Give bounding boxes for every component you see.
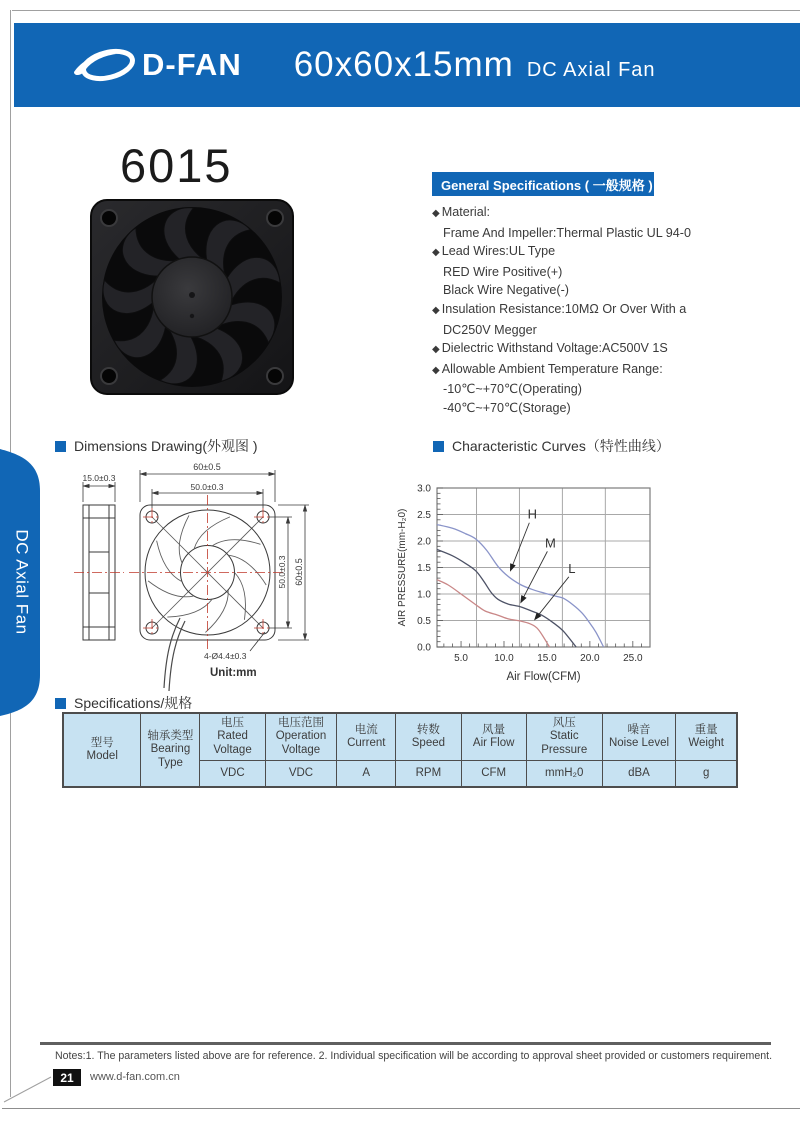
curve-label-m: M [544, 535, 556, 551]
spec-continuation-line: RED Wire Positive(+) [443, 264, 563, 279]
col-header-current: 电流 Current [337, 713, 396, 761]
dim-thickness: 15.0±0.3 [82, 473, 116, 483]
spec-continuation-line: -10℃~+70℃(Operating) [443, 382, 582, 397]
notes-text: Notes:1. The parameters listed above are for reference. 2. Individual specification will be according to approval sheet provided or customers requirement. [55, 1050, 773, 1062]
page-number-badge: 21 [53, 1069, 81, 1086]
dim-hole-pitch-h: 50.0±0.3 [190, 482, 224, 492]
diamond-bullet-icon: ◆ [432, 208, 440, 219]
col-header-bearing-type: 轴承类型 Bearing Type [141, 713, 200, 787]
col-header-weight: 重量 Weight [676, 713, 737, 761]
x-tick-label: 25.0 [623, 653, 643, 664]
spec-bullet-line: ◆ Allowable Ambient Temperature Range: [432, 361, 663, 376]
spec-bullet-line: ◆ Insulation Resistance:10MΩ Or Over With a [432, 301, 687, 316]
y-axis-label: AIR PRESSURE(mm-H₂0) [397, 508, 408, 627]
unit-header-rated-voltage: VDC [200, 761, 265, 788]
col-header-rated-voltage: 电压 Rated Voltage [200, 713, 265, 761]
dim-outer-width: 60±0.5 [193, 462, 221, 472]
y-tick-label: 2.5 [417, 510, 431, 521]
spec-continuation-line: -40℃~+70℃(Storage) [443, 400, 571, 415]
characteristic-curves-chart [393, 452, 723, 697]
diamond-bullet-icon: ◆ [432, 247, 440, 259]
specifications-table-wrap [62, 712, 738, 788]
diamond-bullet-icon: ◆ [432, 304, 440, 316]
curve-series-m [437, 550, 576, 648]
brand-logo [72, 42, 242, 88]
y-tick-label: 1.0 [417, 589, 431, 601]
unit-header-noise-level: dBA [602, 761, 676, 788]
header-banner [14, 23, 800, 107]
x-tick-label: 15.0 [537, 653, 557, 664]
col-header-operation-voltage: 电压范围 Operation Voltage [265, 713, 337, 761]
unit-header-speed: RPM [396, 761, 461, 788]
diamond-bullet-icon: ◆ [432, 364, 440, 376]
spec-continuation-line: Black Wire Negative(-) [443, 283, 569, 298]
brand-name: D-FAN [142, 47, 242, 82]
notes-divider [40, 1042, 771, 1045]
col-header-static-pressure: 风压 Static Pressure [526, 713, 602, 761]
unit-header-weight: g [676, 761, 737, 788]
y-tick-label: 2.0 [417, 536, 431, 548]
curves-section-heading: Characteristic Curves（特性曲线） [433, 436, 670, 456]
fan-product-photo [85, 196, 301, 398]
spec-bullet-line: ◆ Lead Wires:UL Type [432, 244, 556, 259]
col-header-model: 型号 Model [63, 713, 141, 787]
website-url: www.d-fan.com.cn [90, 1071, 180, 1083]
model-number-title: 6015 [120, 139, 233, 192]
x-tick-label: 10.0 [494, 653, 514, 664]
col-header-speed: 转数 Speed [396, 713, 461, 761]
spec-bullet-line: ◆ Material: [432, 205, 490, 219]
unit-header-static-pressure: mmH₂0 [526, 761, 602, 788]
x-axis-label: Air Flow(CFM) [506, 671, 581, 683]
unit-header-air-flow: CFM [461, 761, 526, 788]
x-tick-label: 5.0 [454, 653, 469, 664]
col-header-noise-level: 噪音 Noise Level [602, 713, 676, 761]
section-bullet-icon [55, 698, 66, 709]
dim-unit-note: Unit:mm [210, 667, 257, 679]
y-tick-label: 3.0 [417, 483, 431, 495]
banner-title [294, 45, 656, 85]
x-tick-label: 20.0 [580, 653, 600, 664]
curve-label-l: L [568, 560, 576, 576]
y-tick-label: 0.0 [417, 642, 431, 654]
diamond-bullet-icon: ◆ [432, 344, 440, 356]
specifications-section-heading: Specifications/规格 [55, 693, 192, 713]
dimensions-section-heading: Dimensions Drawing(外观图 ) [55, 436, 258, 456]
y-tick-label: 0.5 [417, 616, 431, 627]
specifications-table [62, 712, 738, 788]
dim-outer-height: 60±0.5 [294, 558, 304, 586]
spec-bullet-line: ◆ Dielectric Withstand Voltage:AC500V 1S [432, 341, 668, 356]
dim-mounting-holes: 4-Ø4.4±0.3 [204, 651, 247, 661]
unit-header-current: A [337, 761, 396, 788]
section-bullet-icon [433, 441, 444, 452]
unit-header-operation-voltage: VDC [265, 761, 337, 788]
logo-swoosh-icon [72, 42, 138, 88]
spec-continuation-line: Frame And Impeller:Thermal Plastic UL 94-0 [443, 225, 692, 240]
spec-continuation-line: DC250V Megger [443, 322, 537, 337]
side-tab-label: DC Axial Fan [13, 529, 33, 635]
curve-series-h [437, 525, 604, 647]
section-bullet-icon [55, 441, 66, 452]
general-specs-header: General Specifications ( 一般规格 ) [432, 172, 654, 196]
y-tick-label: 1.5 [417, 563, 431, 574]
product-size-title: 60x60x15mm [293, 45, 514, 84]
dim-hole-pitch-v: 50.0±0.3 [277, 555, 287, 589]
product-type-subtitle: DC Axial Fan [526, 59, 656, 81]
curve-label-h: H [527, 506, 538, 522]
dimensions-drawing [52, 452, 402, 697]
col-header-air-flow: 风量 Air Flow [461, 713, 526, 761]
general-specs-list [432, 203, 762, 418]
